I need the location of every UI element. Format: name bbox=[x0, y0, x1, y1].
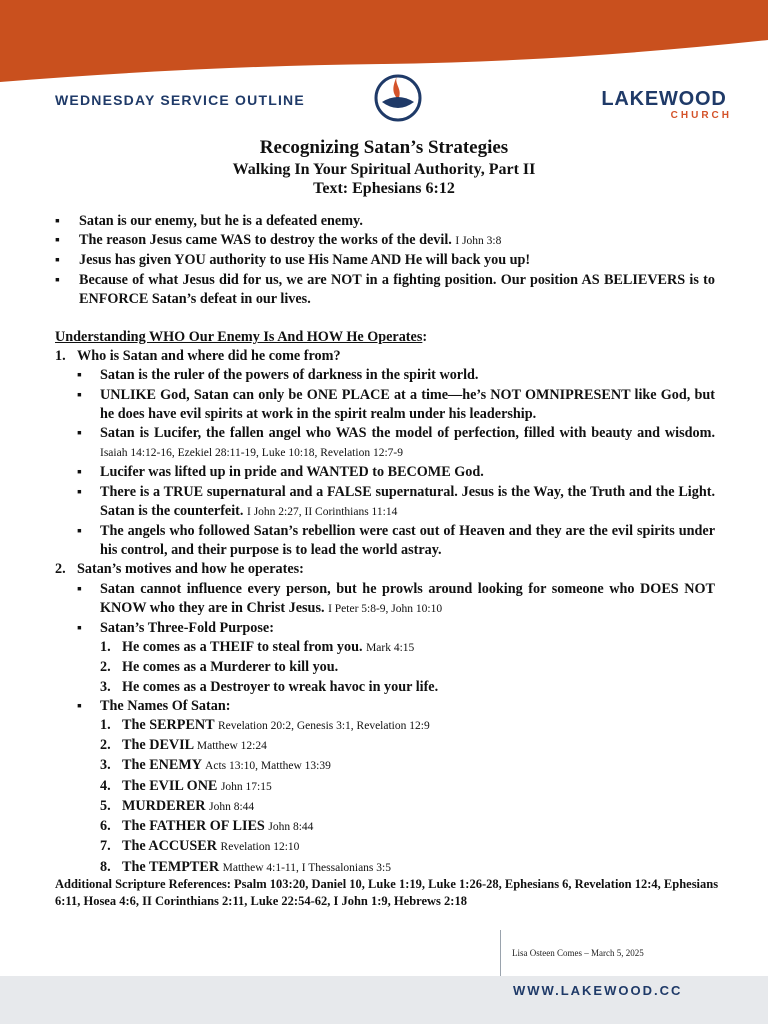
list-item: ▪ Satan is the ruler of the powers of darkness in the spirit world. bbox=[55, 366, 715, 385]
service-outline-label: WEDNESDAY SERVICE OUTLINE bbox=[55, 92, 305, 108]
purpose-item: 1. He comes as a THEIF to steal from you. Mark 4:15 bbox=[100, 639, 415, 656]
purpose-label: ▪ Satan’s Three-Fold Purpose: bbox=[55, 619, 715, 638]
question-1: 1. Who is Satan and where did he come from? bbox=[55, 348, 341, 365]
list-item: ▪ Satan cannot influence every person, but he prowls around looking for someone who DOES NOT KNOW who they are in Christ Jesus. I Peter 5:8-9, John 10:10 bbox=[55, 580, 715, 619]
lakewood-church-logo bbox=[596, 88, 732, 122]
question-2: 2. Satan’s motives and how he operates: bbox=[55, 561, 304, 578]
name-item: 7. The ACCUSER Revelation 12:10 bbox=[100, 838, 300, 855]
name-item: 8. The TEMPTER Matthew 4:1-11, I Thessalonians 3:5 bbox=[100, 858, 391, 875]
name-item: 6. The FATHER OF LIES John 8:44 bbox=[100, 818, 314, 835]
title-block bbox=[0, 136, 768, 198]
purpose-item: 2. He comes as a Murderer to kill you. bbox=[100, 659, 339, 676]
lakewood-flame-logo-icon bbox=[372, 70, 424, 122]
intro-item: ▪ The reason Jesus came WAS to destroy the works of the devil. I John 3:8 bbox=[55, 231, 715, 251]
names-label: ▪ The Names Of Satan: bbox=[55, 697, 715, 716]
name-item: 1. The SERPENT Revelation 20:2, Genesis 3:1, Revelation 12:9 bbox=[100, 717, 430, 734]
intro-item: ▪ Jesus has given YOU authority to use His Name AND He will back you up! bbox=[55, 251, 715, 270]
name-item: 2. The DEVIL Matthew 12:24 bbox=[100, 737, 267, 754]
website-link[interactable]: WWW.LAKEWOOD.CC bbox=[513, 983, 683, 998]
list-item: ▪ Lucifer was lifted up in pride and WANTED to BECOME God. bbox=[55, 463, 715, 482]
page-subtitle: Walking In Your Spiritual Authority, Part II bbox=[232, 161, 536, 178]
list-item: ▪ There is a TRUE supernatural and a FALSE supernatural. Jesus is the Way, the Truth and the Light. Satan is the counterfeit. I John 2:27, II Corinthians 11:14 bbox=[55, 483, 715, 522]
additional-references: Additional Scripture References: Psalm 103:20, Daniel 10, Luke 1:19, Luke 1:26-28, Ephesians 6, Revelation 12:4, Ephesians 6:11, Hosea 4:6, II Corinthians 2:11, Luke 22:54-62, I John 1:9, Hebrews 2:18 bbox=[55, 877, 719, 908]
name-item: 3. The ENEMY Acts 13:10, Matthew 13:39 bbox=[100, 757, 331, 774]
list-item: ▪ The angels who followed Satan’s rebellion were cast out of Heaven and they are the evil spirits under his control, and their purpose is to lead the world astray. bbox=[55, 522, 715, 560]
intro-item: ▪ Satan is our enemy, but he is a defeated enemy. bbox=[55, 212, 715, 231]
brand-name: LAKEWOOD bbox=[601, 88, 727, 110]
name-item: 4. The EVIL ONE John 17:15 bbox=[100, 777, 272, 794]
outline-content bbox=[55, 212, 715, 878]
page-title: Recognizing Satan’s Strategies bbox=[259, 137, 509, 158]
brand-sub: CHURCH bbox=[670, 110, 732, 121]
intro-item: ▪ Because of what Jesus did for us, we are NOT in a fighting position. Our position AS BELIEVERS is to ENFORCE Satan’s defeat in our lives. bbox=[55, 271, 715, 309]
name-item: 5. MURDERER John 8:44 bbox=[100, 797, 255, 814]
author-date: Lisa Osteen Comes – March 5, 2025 bbox=[512, 948, 644, 958]
purpose-item: 3. He comes as a Destroyer to wreak havoc in your life. bbox=[100, 678, 439, 695]
list-item: ▪ Satan is Lucifer, the fallen angel who WAS the model of perfection, filled with beauty and wisdom. Isaiah 14:12-16, Ezekiel 28:11-19, Luke 10:18, Revelation 12:7-9 bbox=[55, 424, 715, 463]
list-item: ▪ UNLIKE God, Satan can only be ONE PLACE at a time—he’s NOT OMNIPRESENT like God, but he does have evil spirits at work in the spirit realm under his leadership. bbox=[55, 386, 715, 424]
section-heading: Understanding WHO Our Enemy Is And HOW He Operates: bbox=[55, 329, 428, 346]
scripture-text: Text: Ephesians 6:12 bbox=[313, 180, 455, 197]
